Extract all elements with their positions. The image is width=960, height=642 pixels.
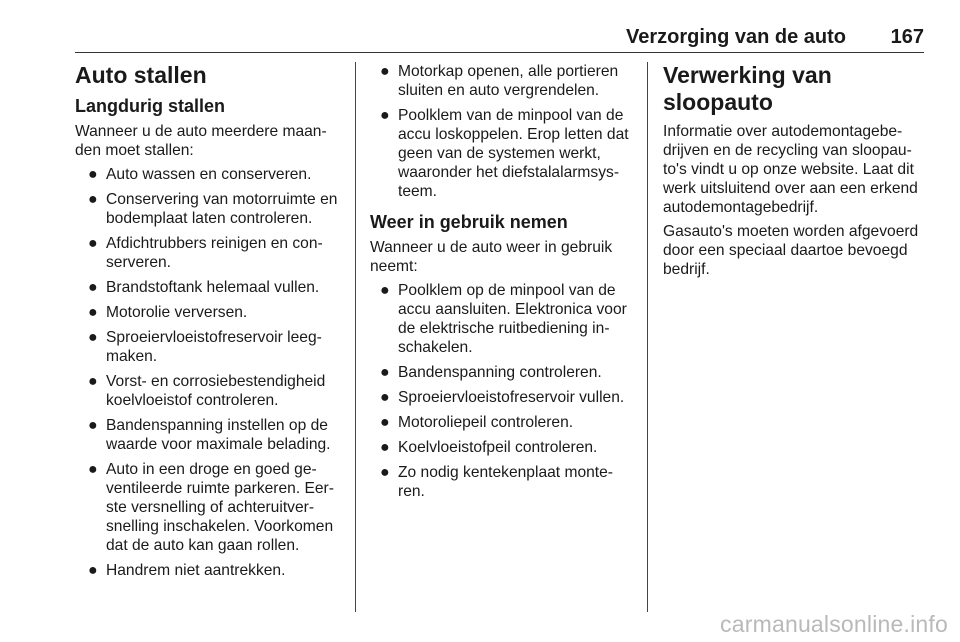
list-item: ● Koelvloeistofpeil controleren. — [380, 439, 598, 456]
list-item: ● Sproeiervloeistofreservoir vullen. — [380, 389, 625, 406]
bullet-icon: ● — [88, 304, 98, 321]
bullet-icon: ● — [88, 417, 98, 434]
bullet-icon: ● — [380, 282, 390, 299]
list-item: ● Handrem niet aantrekken. — [88, 562, 286, 579]
list-item: ● Motoroliepeil controleren. — [380, 414, 574, 431]
bullet-icon: ● — [380, 107, 390, 124]
page-header — [75, 26, 924, 53]
list-item: ● Poolklem van de minpool van de accu loskoppelen. Erop letten dat geen van de systemen werkt, waaronder het diefstalalarmsys-teem. — [380, 107, 629, 200]
subsection-title-weer-in-gebruik: Weer in gebruik nemen — [370, 212, 568, 232]
bullet-icon: ● — [380, 63, 390, 80]
page-number: 167 — [890, 26, 924, 48]
section-title-auto-stallen: Auto stallen — [75, 62, 207, 88]
paragraph: Informatie over autodemontagebe-drijven en de recycling van sloopau-to's vindt u op onze website. Laat dit werk uitsluitend over aan een erkend autodemontagebedrijf. — [663, 123, 918, 216]
list-item: ● Bandenspanning instellen op de waarde voor maximale belading. — [88, 417, 331, 453]
list-item: ● Motorkap openen, alle portieren sluiten en auto vergrendelen. — [380, 63, 619, 99]
bullet-icon: ● — [380, 389, 390, 406]
bullet-icon: ● — [380, 464, 390, 481]
section-title-verwerking-sloopauto: Verwerking van sloopauto — [663, 62, 832, 115]
list-item: ● Zo nodig kentekenplaat monte-ren. — [380, 464, 613, 500]
bullet-icon: ● — [88, 562, 98, 579]
list-item: ● Auto wassen en conserveren. — [88, 166, 312, 183]
list-item: ● Vorst- en corrosiebestendigheid koelvloeistof controleren. — [88, 373, 326, 409]
running-title: Verzorging van de auto — [625, 26, 846, 48]
bullet-list-weer-in-gebruik — [370, 281, 635, 501]
list-item: ● Auto in een droge en goed ge-ventileerde ruimte parkeren. Eer-ste versnelling of achteruitver-snelling inschakelen. Voorkomen dat de auto kan gaan rollen. — [88, 461, 334, 554]
column-1 — [75, 62, 347, 586]
column-divider-1 — [355, 62, 356, 612]
column-2 — [370, 62, 635, 507]
paragraph: Gasauto's moeten worden afgevoerd door een speciaal daartoe bevoegd bedrijf. — [663, 223, 919, 278]
bullet-icon: ● — [88, 373, 98, 390]
intro-paragraph: Wanneer u de auto weer in gebruik neemt: — [370, 239, 613, 275]
bullet-icon: ● — [88, 235, 98, 252]
bullet-icon: ● — [380, 439, 390, 456]
list-item: ● Conservering van motorruimte en bodemplaat laten controleren. — [88, 191, 338, 227]
bullet-icon: ● — [88, 461, 98, 478]
bullet-icon: ● — [88, 166, 98, 183]
list-item: ● Brandstoftank helemaal vullen. — [88, 279, 320, 296]
bullet-icon: ● — [380, 414, 390, 431]
column-3 — [663, 62, 928, 284]
column-divider-2 — [647, 62, 648, 612]
bullet-icon: ● — [380, 364, 390, 381]
bullet-icon: ● — [88, 279, 98, 296]
bullet-icon: ● — [88, 191, 98, 208]
list-item: ● Bandenspanning controleren. — [380, 364, 602, 381]
watermark: carmanualsonline.info — [720, 611, 948, 637]
subsection-title-langdurig-stallen: Langdurig stallen — [75, 96, 226, 116]
intro-paragraph: Wanneer u de auto meerdere maan-den moet stallen: — [75, 123, 327, 159]
list-item: ● Motorolie verversen. — [88, 304, 248, 321]
list-item: ● Sproeiervloeistofreservoir leeg-maken. — [88, 329, 322, 365]
list-item: ● Poolklem op de minpool van de accu aansluiten. Elektronica voor de elektrische ruitbediening in-schakelen. — [380, 282, 627, 356]
bullet-list-stallen-continued — [370, 62, 635, 201]
list-item: ● Afdichtrubbers reinigen en con-serveren. — [88, 235, 323, 271]
bullet-icon: ● — [88, 329, 98, 346]
bullet-list-stallen — [75, 165, 347, 580]
